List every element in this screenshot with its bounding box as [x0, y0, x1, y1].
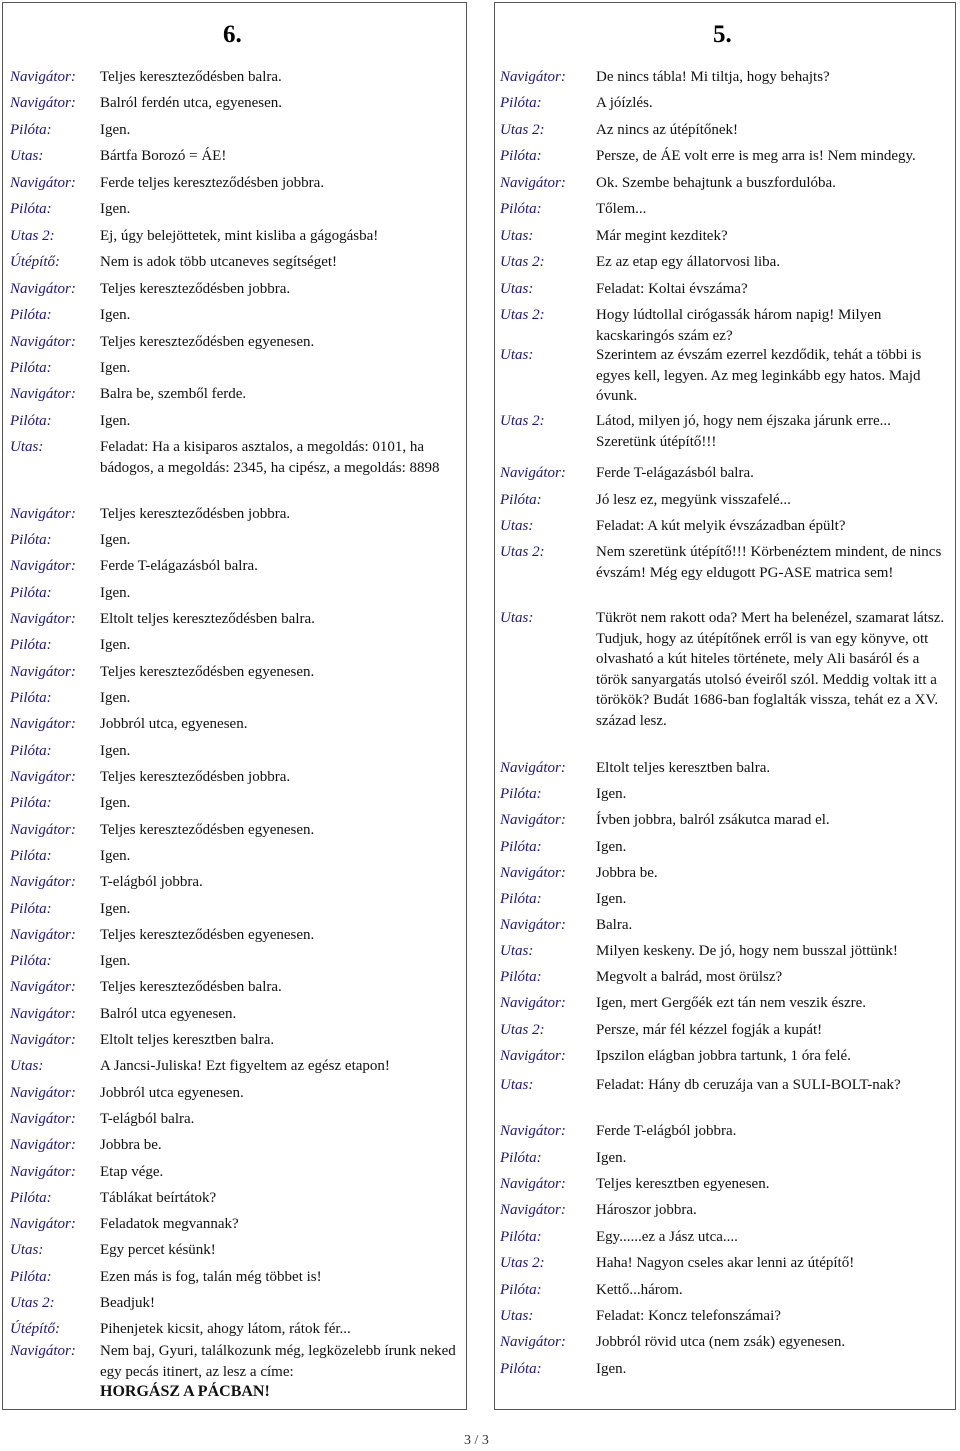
dialogue-text-content: Ez az etap egy állatorvosi liba. — [596, 254, 781, 270]
speaker-label: Navigátor: — [500, 917, 566, 933]
speaker-label: Pilóta: — [500, 492, 542, 508]
speaker-label: Utas 2: — [500, 1022, 545, 1038]
dialogue-text — [596, 1359, 951, 1380]
dialogue-text — [100, 67, 462, 88]
speaker-label: Navigátor: — [500, 1334, 566, 1350]
speaker-label: Navigátor: — [10, 334, 76, 350]
dialogue-text-content: Balról utca egyenesen. — [100, 1006, 237, 1022]
speaker-label: Navigátor: — [500, 1202, 566, 1218]
dialogue-text-content: Balról ferdén utca, egyenesen. — [100, 95, 282, 111]
dialogue-text — [100, 899, 462, 920]
dialogue-text — [596, 1020, 951, 1041]
dialogue-text-content: Feladat: Koncz telefonszámai? — [596, 1308, 781, 1324]
dialogue-text — [100, 1162, 462, 1183]
dialogue-text-content: Teljes kereszteződésben jobbra. — [100, 769, 291, 785]
dialogue-text — [596, 967, 951, 988]
speaker-label: Utas: — [10, 148, 44, 164]
closing-title: HORGÁSZ A PÁCBAN! — [100, 1383, 270, 1400]
dialogue-text — [100, 1188, 462, 1209]
speaker-label: Navigátor: — [500, 760, 566, 776]
speaker-label: Navigátor: — [500, 1123, 566, 1139]
speaker-label: Utas 2: — [10, 228, 55, 244]
dialogue-text-content: Pihenjetek kicsit, ahogy látom, rátok fér... — [100, 1321, 351, 1337]
speaker-label: Navigátor: — [10, 506, 76, 522]
speaker-label: Pilóta: — [500, 1229, 542, 1245]
dialogue-text — [100, 1319, 462, 1340]
dialogue-text-content: Eltolt teljes keresztben balra. — [596, 760, 771, 776]
speaker-label: Utas 2: — [500, 254, 545, 270]
dialogue-text-content: De nincs tábla! Mi tiltja, hogy behajts? — [596, 69, 830, 85]
section-number-5: 5. — [713, 21, 732, 48]
speaker-label: Utas: — [500, 281, 534, 297]
speaker-label: Utas: — [10, 1058, 44, 1074]
dialogue-text-content: Eltolt teljes kereszteződésben balra. — [100, 611, 315, 627]
dialogue-text-content: A jóízlés. — [596, 95, 653, 111]
dialogue-text — [596, 345, 951, 407]
dialogue-text — [100, 1135, 462, 1156]
speaker-label: Utas 2: — [500, 122, 545, 138]
dialogue-text-content: Látod, milyen jó, hogy nem éjszaka járunk erre... Szeretünk útépítő!!! — [596, 413, 891, 450]
speaker-label: Pilóta: — [10, 795, 52, 811]
dialogue-text — [100, 872, 462, 893]
dialogue-text — [596, 863, 951, 884]
dialogue-text-content: Ok. Szembe behajtunk a buszfordulóba. — [596, 175, 836, 191]
dialogue-text-content: Etap vége. — [100, 1164, 164, 1180]
dialogue-text-content: Teljes kereszteződésben balra. — [100, 979, 282, 995]
dialogue-text-content: Igen. — [100, 743, 131, 759]
dialogue-text-content: Persze, már fél kézzel fogják a kupát! — [596, 1022, 823, 1038]
speaker-label: Pilóta: — [10, 1269, 52, 1285]
dialogue-text-content: Igen. — [100, 360, 131, 376]
speaker-label: Navigátor: — [500, 175, 566, 191]
speaker-label: Pilóta: — [500, 969, 542, 985]
speaker-label: Navigátor: — [10, 874, 76, 890]
speaker-label: Pilóta: — [500, 148, 542, 164]
speaker-label: Navigátor: — [500, 465, 566, 481]
dialogue-text — [100, 305, 462, 326]
dialogue-text-content: Jobbról utca, egyenesen. — [100, 716, 248, 732]
dialogue-text-content: Hároszor jobbra. — [596, 1202, 697, 1218]
speaker-label: Pilóta: — [10, 743, 52, 759]
dialogue-text — [100, 1341, 462, 1403]
dialogue-text — [100, 279, 462, 300]
speaker-label: Navigátor: — [10, 822, 76, 838]
dialogue-text — [100, 504, 462, 525]
dialogue-text-content: Milyen keskeny. De jó, hogy nem busszal jöttünk! — [596, 943, 898, 959]
dialogue-text — [100, 951, 462, 972]
speaker-label: Navigátor: — [500, 1048, 566, 1064]
dialogue-text-content: Igen. — [596, 1361, 627, 1377]
dialogue-text — [596, 305, 951, 346]
dialogue-text-content: Igen. — [100, 637, 131, 653]
dialogue-text — [100, 358, 462, 379]
speaker-label: Pilóta: — [10, 413, 52, 429]
dialogue-text — [100, 93, 462, 114]
dialogue-text — [100, 199, 462, 220]
dialogue-text — [100, 411, 462, 432]
dialogue-text — [100, 741, 462, 762]
dialogue-text-content: A Jancsi-Juliska! Ezt figyeltem az egész etapon! — [100, 1058, 390, 1074]
dialogue-text-content: Igen. — [596, 1150, 627, 1166]
left-column — [2, 2, 467, 1410]
dialogue-text-content: Ezen más is fog, talán még többet is! — [100, 1269, 322, 1285]
dialogue-text-content: Teljes kereszteződésben egyenesen. — [100, 334, 315, 350]
dialogue-text-content: Igen. — [100, 307, 131, 323]
speaker-label: Pilóta: — [10, 690, 52, 706]
speaker-label: Pilóta: — [10, 532, 52, 548]
dialogue-text — [596, 608, 951, 731]
speaker-label: Pilóta: — [10, 201, 52, 217]
speaker-label: Navigátor: — [10, 1164, 76, 1180]
speaker-label: Pilóta: — [500, 891, 542, 907]
dialogue-text-content: Igen. — [100, 585, 131, 601]
speaker-label: Útépítő: — [10, 1321, 60, 1337]
dialogue-text-content: Teljes kereszteződésben egyenesen. — [100, 927, 315, 943]
speaker-label: Navigátor: — [10, 95, 76, 111]
dialogue-text-content: Már megint kezditek? — [596, 228, 728, 244]
speaker-label: Utas: — [500, 347, 534, 363]
speaker-label: Pilóta: — [10, 901, 52, 917]
speaker-label: Navigátor: — [10, 664, 76, 680]
dialogue-text — [596, 463, 951, 484]
speaker-label: Pilóta: — [500, 1282, 542, 1298]
dialogue-text-content: Igen, mert Gergőék ezt tán nem veszik észre. — [596, 995, 867, 1011]
dialogue-text-content: Nem szeretünk útépítő!!! Körbenéztem mindent, de nincs évszám! Még egy eldugott PG-ASE matrica sem! — [596, 544, 942, 581]
dialogue-text — [100, 820, 462, 841]
dialogue-text — [100, 1293, 462, 1314]
dialogue-text-content: Ej, úgy belejöttetek, mint kisliba a gágogásba! — [100, 228, 379, 244]
dialogue-text-content: Egy percet késünk! — [100, 1242, 216, 1258]
dialogue-text-content: Az nincs az útépítőnek! — [596, 122, 739, 138]
dialogue-text-content: Szerintem az évszám ezerrel kezdődik, tehát a többi is egyes kell, legyen. Az meg leginkább egy hatos. Majd óvunk. — [596, 347, 922, 404]
dialogue-text-content: Táblákat beírtátok? — [100, 1190, 217, 1206]
dialogue-text — [596, 1227, 951, 1248]
speaker-label: Pilóta: — [10, 585, 52, 601]
dialogue-text-content: Bártfa Borozó = ÁE! — [100, 148, 227, 164]
right-column — [494, 2, 956, 1410]
dialogue-text — [100, 688, 462, 709]
speaker-label: Navigátor: — [500, 812, 566, 828]
dialogue-text-content: Jobbról rövid utca (nem zsák) egyenesen. — [596, 1334, 846, 1350]
dialogue-text — [596, 252, 951, 273]
speaker-label: Navigátor: — [500, 69, 566, 85]
dialogue-text — [596, 1121, 951, 1142]
dialogue-text-content: Igen. — [100, 690, 131, 706]
dialogue-text — [596, 889, 951, 910]
dialogue-text — [596, 279, 951, 300]
speaker-label: Utas 2: — [10, 1295, 55, 1311]
speaker-label: Pilóta: — [500, 1361, 542, 1377]
dialogue-text — [596, 67, 951, 88]
speaker-label: Utas: — [500, 1308, 534, 1324]
speaker-label: Utas: — [500, 610, 534, 626]
dialogue-text — [100, 1030, 462, 1051]
speaker-label: Utas 2: — [500, 1255, 545, 1271]
dialogue-text — [596, 915, 951, 936]
dialogue-text — [100, 1267, 462, 1288]
speaker-label: Navigátor: — [10, 716, 76, 732]
speaker-label: Pilóta: — [10, 1190, 52, 1206]
dialogue-text — [100, 635, 462, 656]
speaker-label: Navigátor: — [10, 69, 76, 85]
speaker-label: Utas 2: — [500, 544, 545, 560]
dialogue-text-content: Teljes kereszteződésben egyenesen. — [100, 664, 315, 680]
speaker-label: Navigátor: — [10, 1111, 76, 1127]
dialogue-text-content: Feladat: Hány db ceruzája van a SULI-BOLT-nak? — [596, 1077, 901, 1093]
dialogue-text — [100, 530, 462, 551]
dialogue-text-content: Nem is adok több utcaneves segítséget! — [100, 254, 338, 270]
dialogue-text-content: Igen. — [100, 201, 131, 217]
dialogue-text-content: Teljes kereszteződésben egyenesen. — [100, 822, 315, 838]
speaker-label: Navigátor: — [10, 927, 76, 943]
dialogue-text-content: Ferde T-elágból jobbra. — [596, 1123, 737, 1139]
dialogue-text-content: Jó lesz ez, megyünk visszafelé... — [596, 492, 791, 508]
speaker-label: Navigátor: — [10, 175, 76, 191]
dialogue-text-content: Igen. — [100, 953, 131, 969]
speaker-label: Navigátor: — [10, 979, 76, 995]
dialogue-text — [100, 1004, 462, 1025]
dialogue-text-content: Nem baj, Gyuri, találkozunk még, legközelebb írunk neked egy pecás itinert, az lesz a címe: — [100, 1343, 456, 1380]
dialogue-text-content: Igen. — [596, 839, 627, 855]
dialogue-text — [100, 332, 462, 353]
dialogue-text — [100, 1083, 462, 1104]
dialogue-text — [100, 437, 462, 478]
speaker-label: Pilóta: — [500, 95, 542, 111]
dialogue-text — [100, 1240, 462, 1261]
dialogue-text — [596, 993, 951, 1014]
dialogue-text — [100, 1056, 462, 1077]
page-number: 3 / 3 — [464, 1433, 489, 1448]
speaker-label: Pilóta: — [10, 953, 52, 969]
dialogue-text-content: Egy......ez a Jász utca.... — [596, 1229, 738, 1245]
dialogue-text-content: Eltolt teljes keresztben balra. — [100, 1032, 275, 1048]
speaker-label: Pilóta: — [10, 307, 52, 323]
dialogue-text — [596, 490, 951, 511]
dialogue-text-content: Teljes kereszteződésben balra. — [100, 69, 282, 85]
dialogue-text — [100, 977, 462, 998]
dialogue-text — [596, 784, 951, 805]
dialogue-text — [100, 226, 462, 247]
speaker-label: Pilóta: — [500, 839, 542, 855]
dialogue-text-content: Beadjuk! — [100, 1295, 155, 1311]
speaker-label: Utas 2: — [500, 307, 545, 323]
speaker-label: Navigátor: — [10, 769, 76, 785]
speaker-label: Útépítő: — [10, 254, 60, 270]
dialogue-text-content: Ipszilon elágban jobbra tartunk, 1 óra felé. — [596, 1048, 851, 1064]
dialogue-text-content: Balra. — [596, 917, 633, 933]
dialogue-text-content: Ferde T-elágazásból balra. — [100, 558, 258, 574]
speaker-label: Navigátor: — [10, 281, 76, 297]
dialogue-text-content: Persze, de ÁE volt erre is meg arra is! Nem mindegy. — [596, 148, 916, 164]
dialogue-text — [100, 556, 462, 577]
dialogue-text-content: Feladat: A kút melyik évszázadban épült? — [596, 518, 846, 534]
dialogue-text-content: Igen. — [100, 532, 131, 548]
dialogue-text-content: Balra be, szemből ferde. — [100, 386, 247, 402]
dialogue-text — [100, 767, 462, 788]
speaker-label: Navigátor: — [10, 558, 76, 574]
dialogue-text — [100, 846, 462, 867]
dialogue-text — [596, 941, 951, 962]
dialogue-text — [596, 120, 951, 141]
dialogue-text-content: Igen. — [100, 795, 131, 811]
dialogue-text — [596, 1075, 951, 1096]
dialogue-text-content: Teljes kereszteződésben jobbra. — [100, 506, 291, 522]
dialogue-text-content: Igen. — [100, 122, 131, 138]
dialogue-text — [596, 226, 951, 247]
speaker-label: Utas: — [500, 1077, 534, 1093]
dialogue-text — [596, 810, 951, 831]
dialogue-text — [596, 1174, 951, 1195]
speaker-label: Pilóta: — [500, 201, 542, 217]
dialogue-text — [100, 662, 462, 683]
speaker-label: Pilóta: — [500, 786, 542, 802]
dialogue-text-content: Tükröt nem rakott oda? Mert ha belenézel, szamarat látsz. Tudjuk, hogy az útépítőnek erről is van egy könyve, ott olvasható a kút hiteles története, mely Ali basáról és a török sanyargatás utolsó éveiről szól. Meddig voltak itt a törökök? Budát 1686-ban foglalták vissza, tehát ez a XV. század lesz. — [596, 610, 945, 729]
dialogue-text — [100, 1109, 462, 1130]
speaker-label: Navigátor: — [10, 1032, 76, 1048]
dialogue-text — [100, 1214, 462, 1235]
dialogue-text-content: Feladat: Koltai évszáma? — [596, 281, 748, 297]
dialogue-text-content: Igen. — [100, 413, 131, 429]
speaker-label: Navigátor: — [10, 611, 76, 627]
speaker-label: Utas: — [10, 1242, 44, 1258]
dialogue-text-content: Igen. — [596, 891, 627, 907]
dialogue-text — [596, 1280, 951, 1301]
speaker-label: Navigátor: — [500, 995, 566, 1011]
dialogue-text-content: T-elágból balra. — [100, 1111, 195, 1127]
section-number-6: 6. — [223, 21, 242, 48]
dialogue-text-content: Jobbról utca egyenesen. — [100, 1085, 244, 1101]
speaker-label: Navigátor: — [500, 865, 566, 881]
dialogue-text-content: Teljes keresztben egyenesen. — [596, 1176, 770, 1192]
dialogue-text — [100, 793, 462, 814]
speaker-label: Pilóta: — [10, 122, 52, 138]
dialogue-text-content: Haha! Nagyon cseles akar lenni az útépítő! — [596, 1255, 855, 1271]
dialogue-text-content: Igen. — [596, 786, 627, 802]
dialogue-text-content: T-elágból jobbra. — [100, 874, 203, 890]
speaker-label: Navigátor: — [10, 1137, 76, 1153]
dialogue-text — [596, 758, 951, 779]
speaker-label: Utas: — [10, 439, 44, 455]
dialogue-text — [100, 120, 462, 141]
speaker-label: Pilóta: — [10, 637, 52, 653]
dialogue-text — [100, 925, 462, 946]
speaker-label: Pilóta: — [500, 1150, 542, 1166]
dialogue-text-content: Igen. — [100, 901, 131, 917]
dialogue-text — [596, 93, 951, 114]
speaker-label: Utas: — [500, 518, 534, 534]
dialogue-text — [100, 173, 462, 194]
dialogue-text — [596, 516, 951, 537]
dialogue-text — [596, 1306, 951, 1327]
speaker-label: Navigátor: — [10, 1343, 76, 1359]
dialogue-text-content: Ívben jobbra, balról zsákutca marad el. — [596, 812, 830, 828]
dialogue-text-content: Jobbra be. — [596, 865, 658, 881]
dialogue-text — [596, 199, 951, 220]
speaker-label: Navigátor: — [10, 1216, 76, 1232]
dialogue-text-content: Feladat: Ha a kisiparos asztalos, a megoldás: 0101, ha bádogos, a megoldás: 2345, ha cipész, a megoldás: 8898 — [100, 439, 440, 476]
dialogue-text-content: Teljes kereszteződésben jobbra. — [100, 281, 291, 297]
dialogue-text — [596, 837, 951, 858]
dialogue-text-content: Ferde T-elágazásból balra. — [596, 465, 754, 481]
speaker-label: Utas: — [500, 228, 534, 244]
speaker-label: Utas 2: — [500, 413, 545, 429]
dialogue-text — [100, 609, 462, 630]
dialogue-text — [100, 583, 462, 604]
dialogue-text — [596, 1200, 951, 1221]
speaker-label: Utas: — [500, 943, 534, 959]
dialogue-text-content: Tőlem... — [596, 201, 647, 217]
speaker-label: Navigátor: — [10, 1085, 76, 1101]
dialogue-text-content: Igen. — [100, 848, 131, 864]
dialogue-text-content: Jobbra be. — [100, 1137, 162, 1153]
dialogue-text — [596, 1148, 951, 1169]
speaker-label: Navigátor: — [500, 1176, 566, 1192]
dialogue-text-content: Kettő...három. — [596, 1282, 683, 1298]
dialogue-text — [596, 173, 951, 194]
dialogue-text — [596, 1332, 951, 1353]
dialogue-text — [596, 146, 951, 167]
dialogue-text — [100, 384, 462, 405]
dialogue-text-content: Feladatok megvannak? — [100, 1216, 239, 1232]
speaker-label: Navigátor: — [10, 1006, 76, 1022]
speaker-label: Pilóta: — [10, 360, 52, 376]
speaker-label: Pilóta: — [10, 848, 52, 864]
dialogue-text-content: Hogy lúdtollal cirógassák három napig! Milyen kacskaringós szám ez? — [596, 307, 882, 344]
dialogue-text — [100, 714, 462, 735]
dialogue-text-content: Ferde teljes kereszteződésben jobbra. — [100, 175, 325, 191]
dialogue-text — [596, 411, 951, 452]
dialogue-text — [596, 1046, 951, 1067]
dialogue-text — [100, 252, 462, 273]
speaker-label: Navigátor: — [10, 386, 76, 402]
dialogue-text — [596, 542, 951, 583]
dialogue-text-content: Megvolt a balrád, most örülsz? — [596, 969, 783, 985]
dialogue-text — [596, 1253, 951, 1274]
dialogue-text — [100, 146, 462, 167]
